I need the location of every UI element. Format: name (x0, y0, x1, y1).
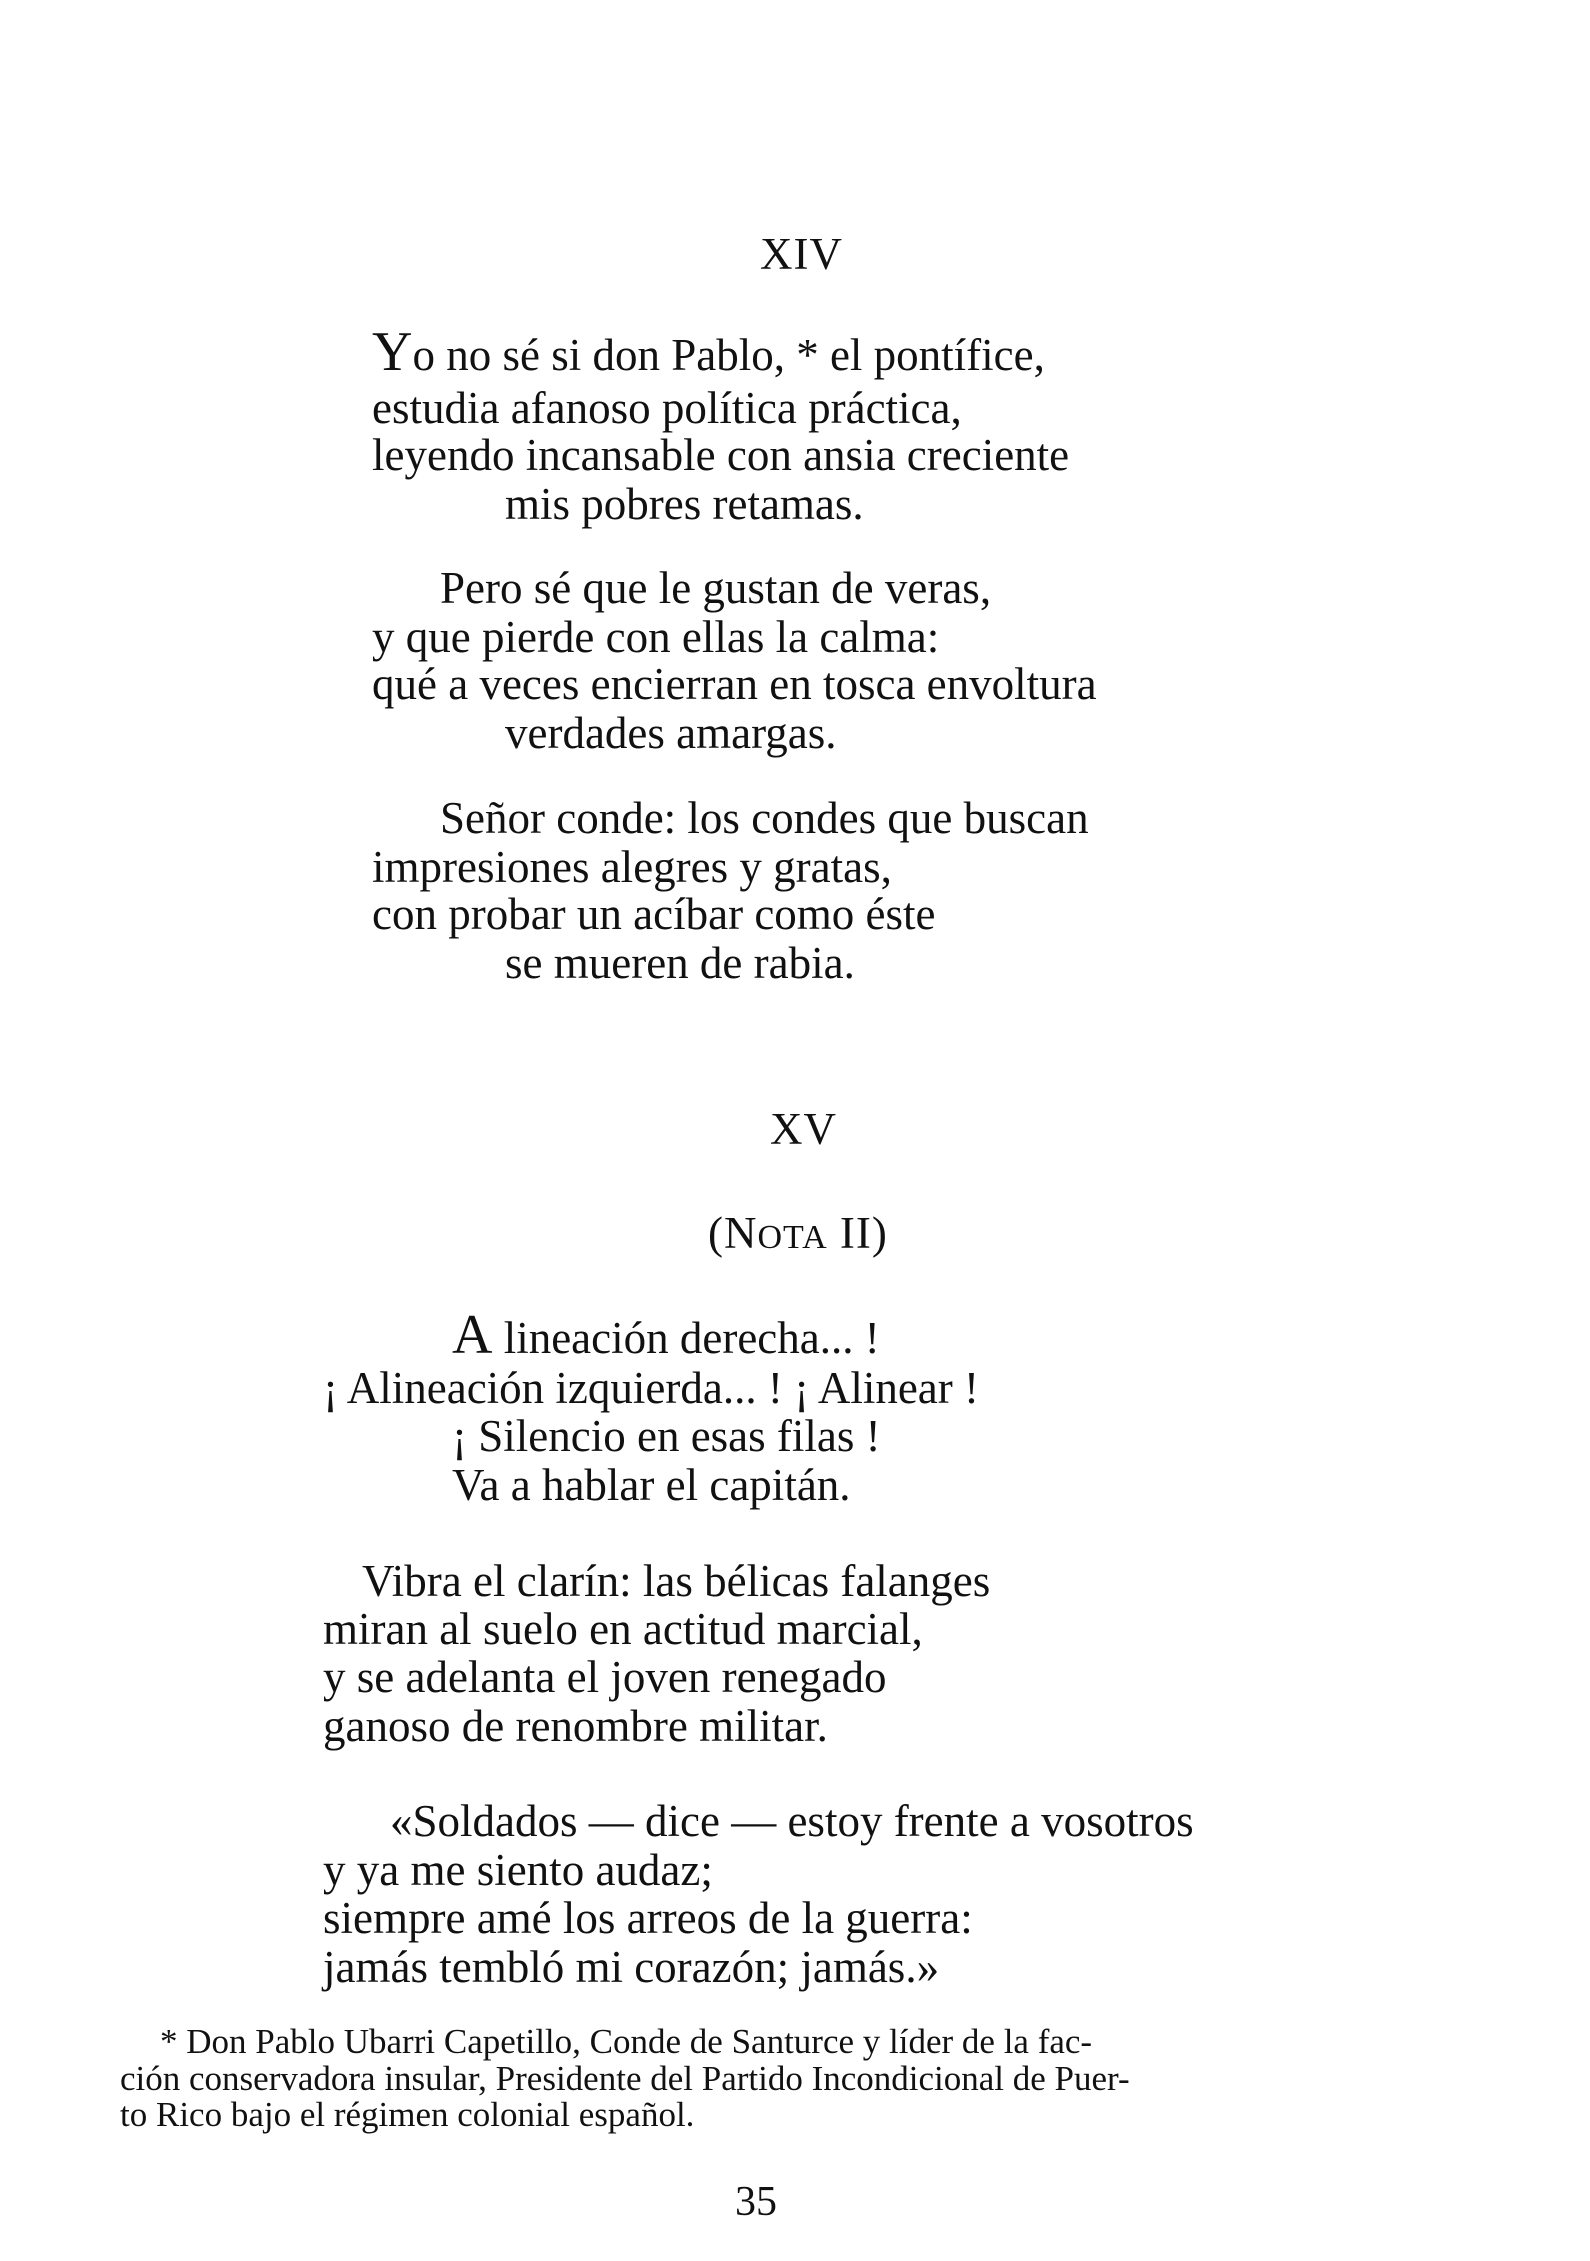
section-subtitle: (NOTA II) (708, 1208, 888, 1258)
section-title-xiv: XIV (760, 229, 843, 279)
drop-cap: Y (372, 321, 413, 383)
footnote-line: ción conservadora insular, Presidente del Partido Incondicional de Puer- (120, 2059, 1130, 2098)
poem-line: qué a veces encierran en tosca envoltura (372, 659, 1097, 709)
drop-cap: A (452, 1304, 493, 1366)
poem-line: verdades amargas. (505, 708, 837, 758)
poem-line: Va a hablar el capitán. (452, 1460, 851, 1510)
poem-line: y se adelanta el joven renegado (323, 1652, 887, 1702)
poem-line: Vibra el clarín: las bélicas falanges (362, 1556, 991, 1606)
poem-line: se mueren de rabia. (505, 938, 855, 988)
poem-line (372, 321, 1045, 383)
poem-line: Pero sé que le gustan de veras, (440, 563, 992, 613)
poem-line: con probar un acíbar como éste (372, 889, 936, 939)
poem-line: mis pobres retamas. (505, 479, 864, 529)
poem-line: ¡ Silencio en esas filas ! (452, 1411, 881, 1461)
poem-line: «Soldados — dice — estoy frente a vosotros (390, 1796, 1194, 1846)
poem-line: miran al suelo en actitud marcial, (323, 1604, 923, 1654)
footnote-line: * Don Pablo Ubarri Capetillo, Conde de Santurce y líder de la fac- (160, 2022, 1093, 2061)
section-title-xv: XV (770, 1104, 837, 1154)
poem-line: estudia afanoso política práctica, (372, 383, 962, 433)
footnote-line: to Rico bajo el régimen colonial español. (120, 2095, 695, 2134)
poem-line: siempre amé los arreos de la guerra: (323, 1893, 973, 1943)
poem-line-text: o no sé si don Pablo, * el pontífice, (412, 330, 1045, 380)
poem-line: leyendo incansable con ansia creciente (372, 430, 1070, 480)
page-number: 35 (735, 2179, 777, 2225)
poem-line: Señor conde: los condes que buscan (440, 793, 1089, 843)
poem-line-text: lineación derecha... ! (492, 1313, 880, 1363)
poem-line: jamás tembló mi corazón; jamás.» (323, 1942, 940, 1992)
poem-line: ¡ Alineación izquierda... ! ¡ Alinear ! (323, 1363, 979, 1413)
poem-line (452, 1304, 880, 1366)
poem-line: impresiones alegres y gratas, (372, 842, 892, 892)
poem-line: y que pierde con ellas la calma: (372, 612, 940, 662)
poem-line: ganoso de renombre militar. (323, 1701, 828, 1751)
poem-line: y ya me siento audaz; (323, 1845, 713, 1895)
